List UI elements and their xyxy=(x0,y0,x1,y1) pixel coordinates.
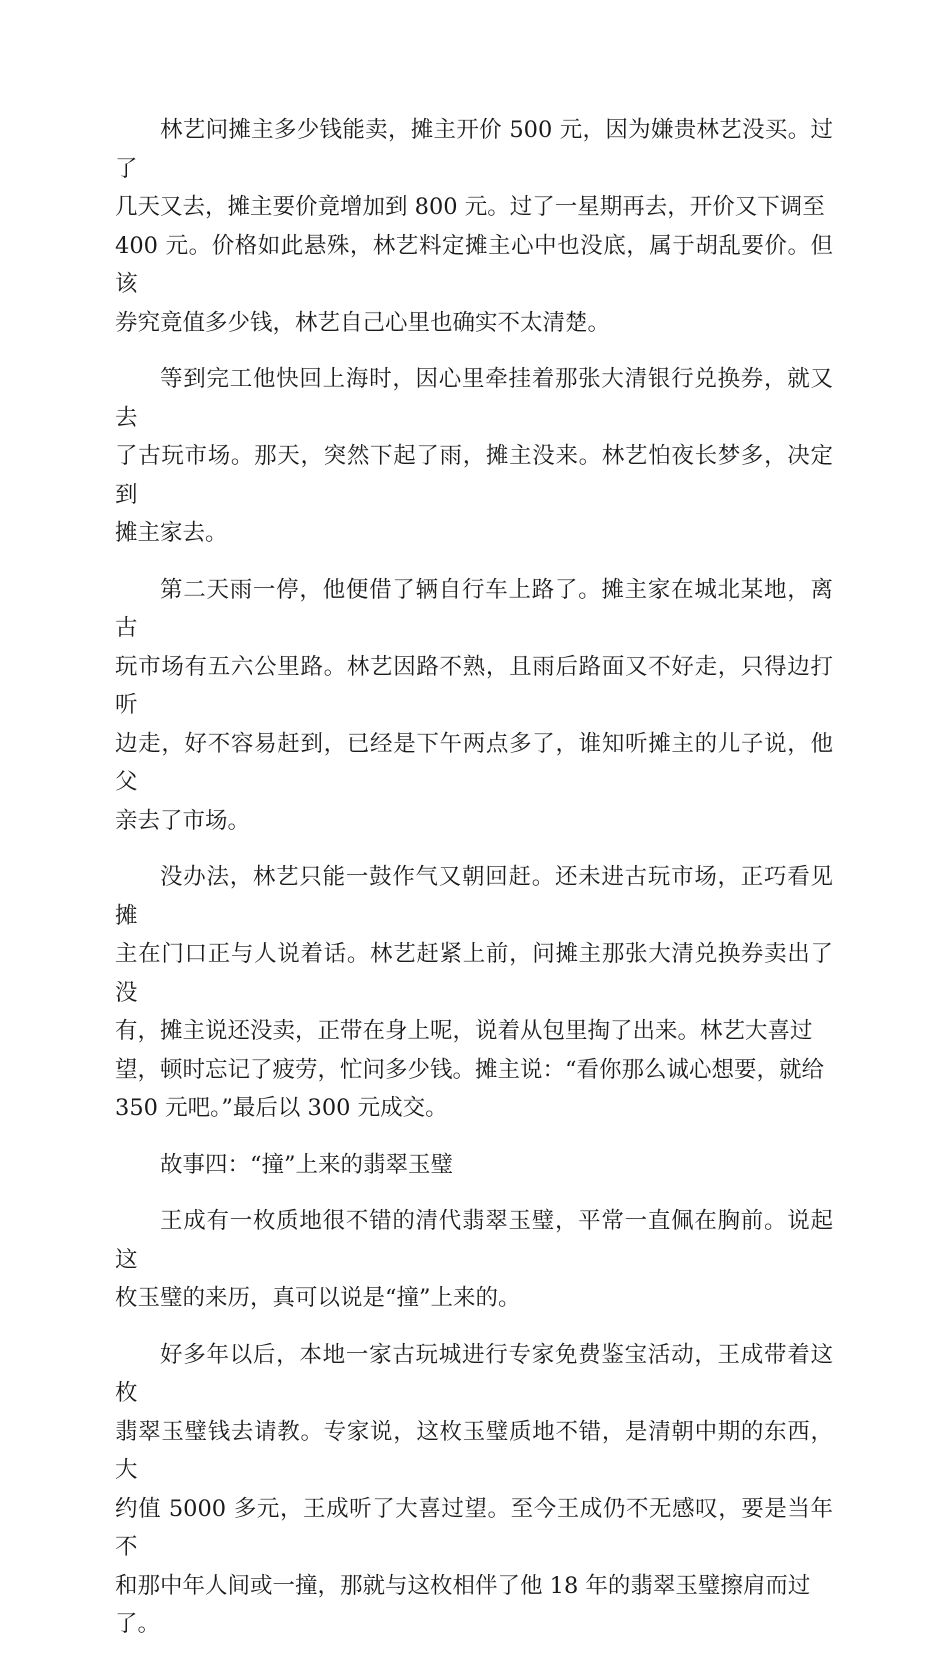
paragraph-deal-closed: 没办法，林艺只能一鼓作气又朝回赶。还未进古玩市场，正巧看见摊 主在门口正与人说着话。林艺赶紧上前，问摊主那张大清兑换券卖出了没 有，摊主说还没卖，正带在身上呢，说着从包里掏了出来。林艺大喜过 望，顿时忘记了疲劳，忙问多少钱。摊主说：“看你那么诚心想要，就给 350 元吧。”最后以 300 元成交。 xyxy=(115,864,833,1121)
paragraph-return-to-market: 等到完工他快回上海时，因心里牵挂着那张大清银行兑换券，就又去 了古玩市场。那天，突然下起了雨，摊主没来。林艺怕夜长梦多，决定到 摊主家去。 xyxy=(115,366,833,546)
paragraph-jade-appraisal: 好多年以后，本地一家古玩城进行专家免费鉴宝活动，王成带着这枚 翡翠玉璧钱去请教。专家说，这枚玉璧质地不错，是清朝中期的东西，大 约值 5000 多元，王成听了大喜过望。至今王成仍不无感叹，要是当年不 和那中年人间或一撞，那就与这枚相伴了他 18 年的翡翠玉璧擦肩而过 了。 xyxy=(115,1341,833,1637)
paragraph-bicycle-trip: 第二天雨一停，他便借了辆自行车上路了。摊主家在城北某地，离古 玩市场有五六公里路。林艺因路不熟，且雨后路面又不好走，只得边打听 边走，好不容易赶到，已经是下午两点多了，谁知听摊主的儿子说，他父 亲去了市场。 xyxy=(115,576,833,834)
paragraph-jade-origin: 王成有一枚质地很不错的清代翡翠玉璧，平常一直佩在胸前。说起这 枚玉璧的来历，真可以说是“撞”上来的。 xyxy=(115,1208,833,1311)
paragraph-price-negotiation: 林艺问摊主多少钱能卖，摊主开价 500 元，因为嫌贵林艺没买。过了 几天又去，摊主要价竟增加到 800 元。过了一星期再去，开价又下调至 400 元。价格如此悬殊，林艺料定摊主心中也没底，属于胡乱要价。但该 券究竟值多少钱，林艺自己心里也确实不太清楚。 xyxy=(115,117,833,336)
story-heading: 故事四：“撞”上来的翡翠玉璧 xyxy=(160,1151,454,1178)
document-page xyxy=(115,111,833,1662)
